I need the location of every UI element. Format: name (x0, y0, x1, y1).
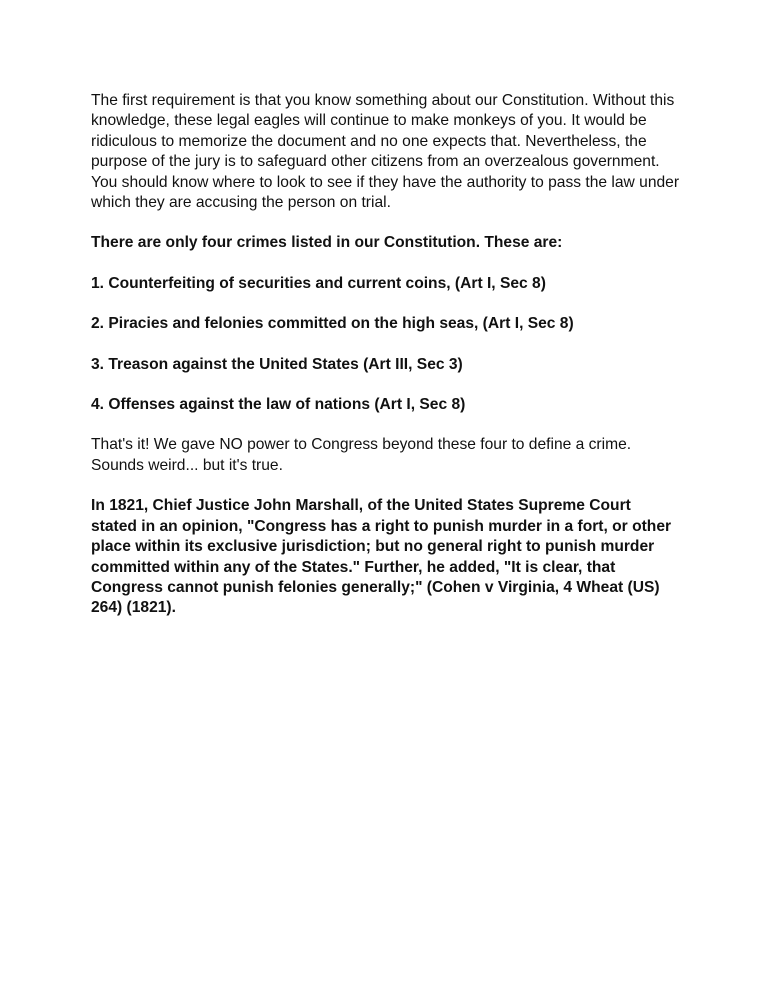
crime-item-4: 4. Offenses against the law of nations (Art I, Sec 8) (91, 396, 466, 414)
marshall-quote-paragraph: In 1821, Chief Justice John Marshall, of the United States Supreme Court stated in an opinion, "Congress has a right to punish murder in a fort, or other place within its exclusive jurisdiction; but no general right to punish murder committed within any of the States." Further, he added, "It is clear, that Congress cannot punish felonies generally;" (Cohen v Virginia, 4 Wheat (US) 264) (1821). (91, 497, 672, 617)
crime-item-3: 3. Treason against the United States (Art III, Sec 3) (91, 355, 463, 373)
intro-paragraph: The first requirement is that you know something about our Constitution. Without this knowledge, these legal eagles will continue to make monkeys of you. It would be ridiculous to memorize the document and no one expects that. Nevertheless, the purpose of the jury is to safeguard other citizens from an overzealous government. You should know where to look to see if they have the authority to pass the law under which they are accusing the person on trial. (91, 92, 680, 212)
crime-item-2: 2. Piracies and felonies committed on the high seas, (Art I, Sec 8) (91, 315, 574, 333)
document-page (91, 91, 681, 639)
thats-it-paragraph: That's it! We gave NO power to Congress beyond these four to define a crime. Sounds weird... but it's true. (91, 436, 632, 474)
crime-item-1: 1. Counterfeiting of securities and current coins, (Art I, Sec 8) (91, 274, 546, 292)
crimes-heading: There are only four crimes listed in our Constitution. These are: (91, 234, 563, 252)
